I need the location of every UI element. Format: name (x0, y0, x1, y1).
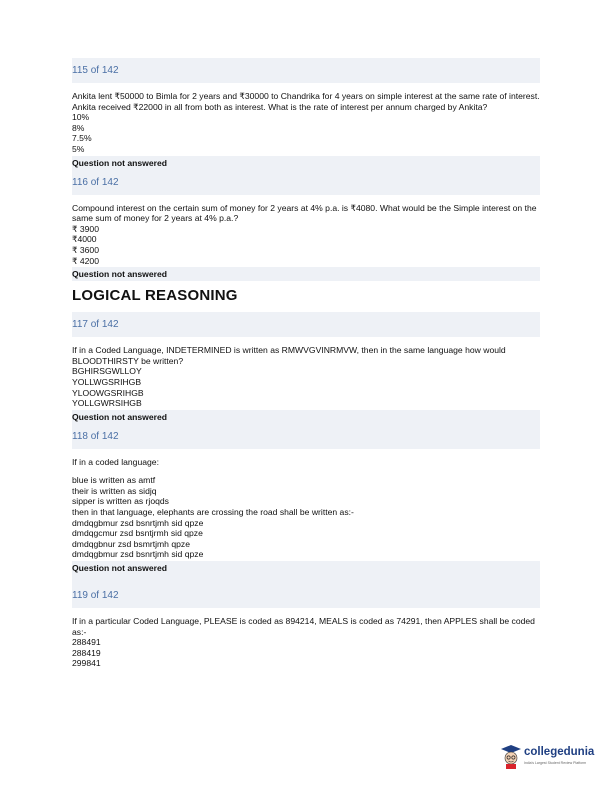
question-text: Ankita lent ₹50000 to Bimla for 2 years and ₹30000 to Chandrika for 4 years on simple interest at the same rate of interest. Ankita received ₹22000 in all from both as interest. What is the rate of interest per annum charged by Ankita? (72, 91, 540, 112)
option: YOLLGWRSIHGB (72, 398, 142, 409)
option: dmdqgbmur zsd bsnrtjmh sid qpze (72, 549, 204, 560)
option: 299841 (72, 658, 101, 669)
question-header: 117 of 142 (72, 312, 540, 337)
option: ₹4000 (72, 234, 97, 245)
logo-name: collegedunia (524, 746, 595, 758)
question-text: If in a particular Coded Language, PLEASE is coded as 894214, MEALS is coded as 74291, then APPLES shall be coded as:- (72, 616, 535, 637)
question-body (72, 83, 540, 155)
option: ₹ 4200 (72, 255, 99, 266)
page-content (72, 58, 540, 669)
question-header: 119 of 142 (72, 583, 540, 608)
graduate-mascot-icon (500, 744, 522, 770)
answer-status: Question not answered (72, 410, 540, 424)
option: YOLLWGSRIHGB (72, 376, 142, 387)
question-header: 116 of 142 (72, 170, 540, 195)
question-text: Compound interest on the certain sum of money for 2 years at 4% p.a. is ₹4080. What would be the Simple interest on the same sum of money for 2 years at 4% p.a.? (72, 202, 537, 224)
code-line: their is written as sidjq (72, 485, 157, 496)
question-header: 118 of 142 (72, 424, 540, 449)
code-line: then in that language, elephants are crossing the road shall be written as:- (72, 507, 354, 518)
option: 10% (72, 112, 90, 123)
code-line: sipper is written as rjoqds (72, 496, 169, 507)
option: 288491 (72, 637, 101, 648)
answer-status: Question not answered (72, 561, 540, 575)
question-header: 115 of 142 (72, 58, 540, 83)
question-body (72, 449, 540, 560)
collegedunia-logo (500, 744, 604, 772)
option: dmdqgcmur zsd bsntjrmh sid qpze (72, 528, 203, 539)
answer-status: Question not answered (72, 267, 540, 281)
code-line: blue is written as amtf (72, 475, 156, 486)
option: BGHIRSGWLLOY (72, 366, 142, 377)
question-body (72, 195, 540, 267)
section-title: LOGICAL REASONING (72, 287, 238, 305)
question-body (72, 337, 540, 409)
option: ₹ 3900 (72, 223, 99, 234)
option: 5% (72, 143, 85, 154)
logo-tagline: India's Largest Student Review Platform (524, 761, 587, 765)
option: 8% (72, 122, 85, 133)
option: ₹ 3600 (72, 244, 99, 255)
option: dmdqgbmur zsd bsnrtjmh sid qpze (72, 517, 204, 528)
spacer (72, 575, 540, 583)
option: dmdqgbnur zsd bsmrtjmh qpze (72, 538, 190, 549)
option: YLOOWGSRIHGB (72, 387, 144, 398)
question-text: If in a coded language: (72, 456, 159, 467)
answer-status: Question not answered (72, 156, 540, 170)
question-text: If in a Coded Language, INDETERMINED is written as RMWVGVINRMVW, then in the same language how would BLOODTHIRSTY be written? (72, 345, 506, 366)
option: 7.5% (72, 133, 92, 144)
question-body (72, 608, 540, 669)
option: 288419 (72, 647, 101, 658)
